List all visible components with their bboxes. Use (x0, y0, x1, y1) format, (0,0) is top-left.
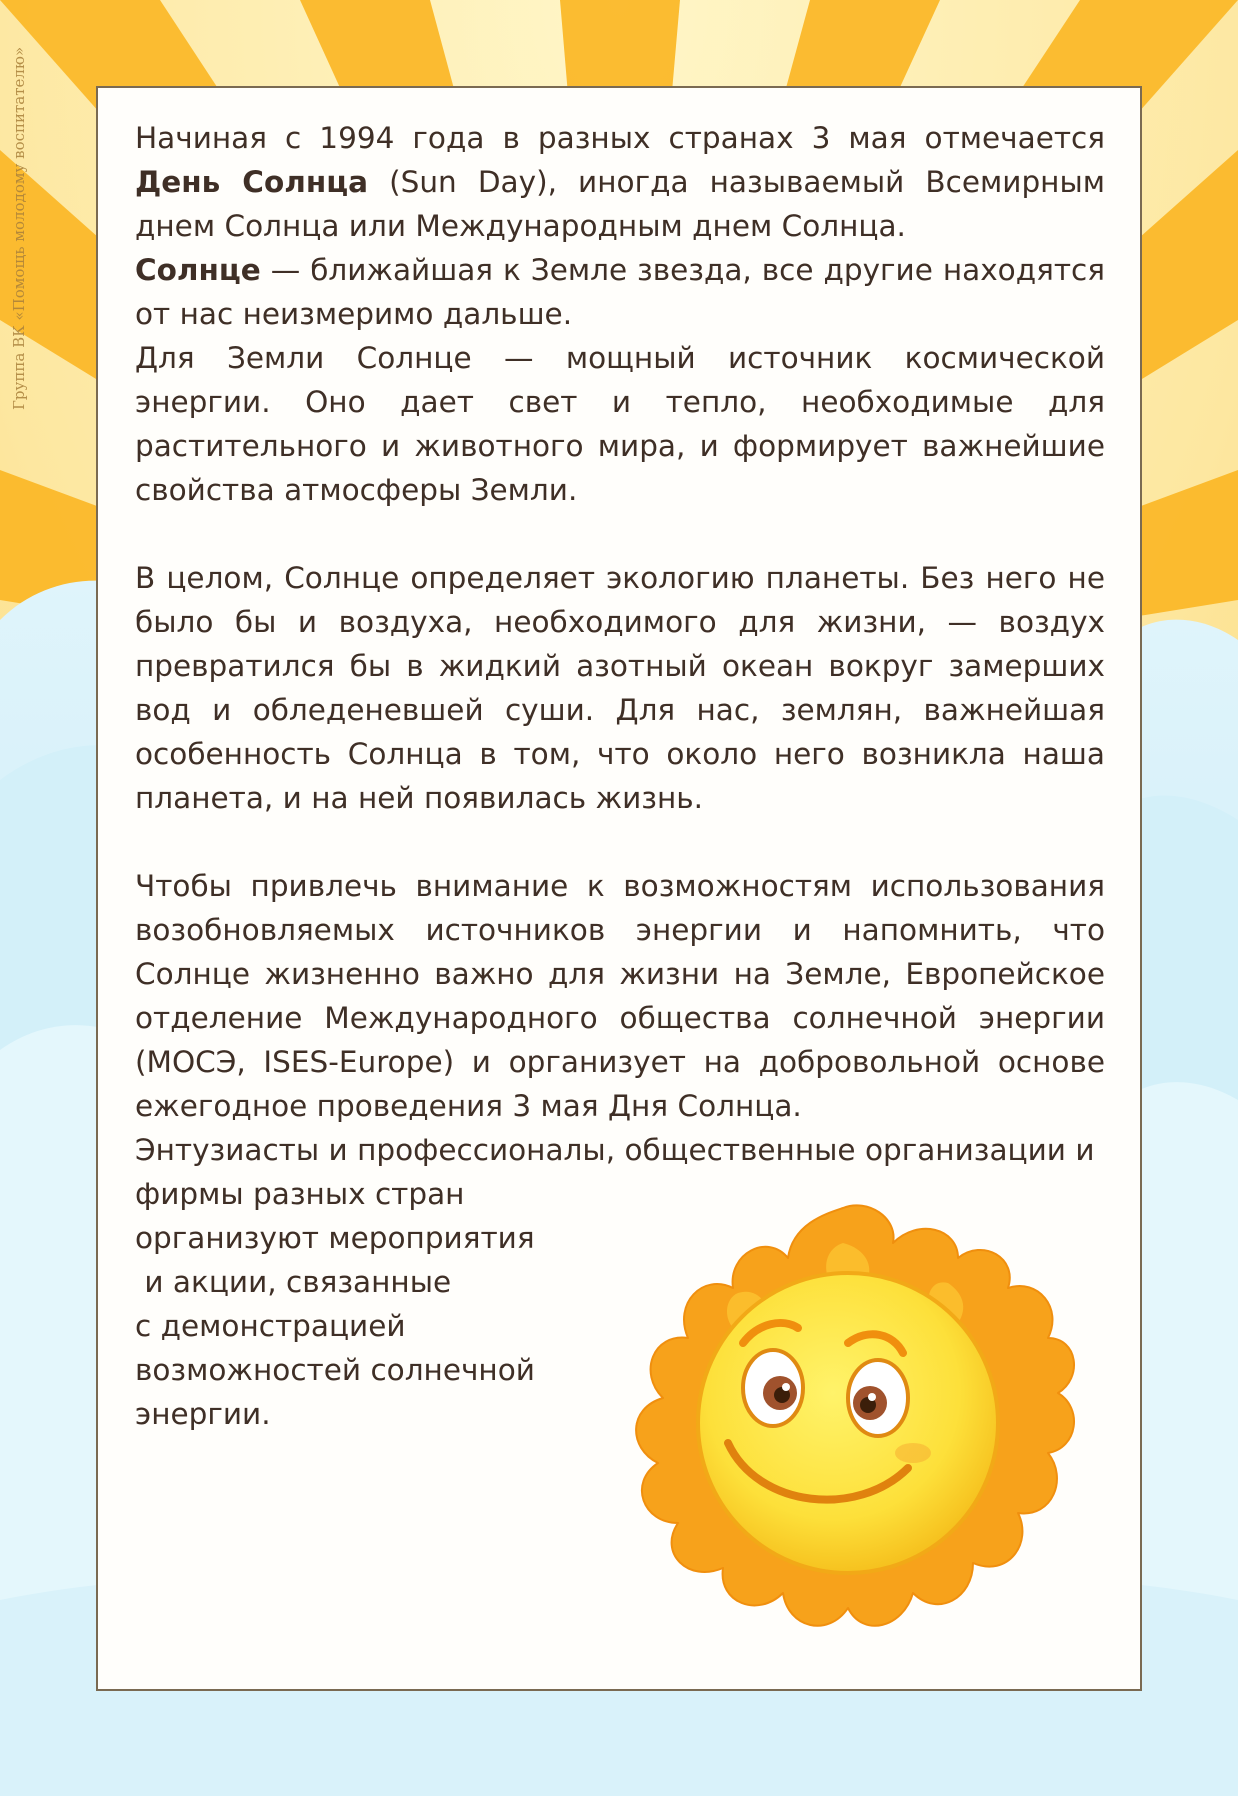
paragraph-1-rest: (Sun Day), иногда называемый Всемирным днем Солнца или Международным днем Солнца. (135, 165, 1106, 243)
paragraph-1-bold: День Солнца (135, 165, 368, 199)
tail-line: энергии. (135, 1397, 271, 1431)
paragraph-2 (135, 248, 1105, 336)
spacer (135, 820, 1105, 864)
paragraph-1-start: Начиная с 1994 года в разных странах 3 мая отмечается (135, 121, 1105, 155)
tail-line: с демонстрацией (135, 1309, 406, 1343)
sun-face (698, 1273, 998, 1573)
paragraph-3: Для Земли Солнце — мощный источник космической энергии. Оно дает свет и тепло, необходимые для растительного и животного мира, и формирует важнейшие свойства атмосферы Земли. (135, 341, 1105, 507)
sun-cheek (895, 1443, 931, 1463)
tail-line: возможностей солнечной (135, 1353, 535, 1387)
paragraph-4: В целом, Солнце определяет экологию планеты. Без него не было бы и воздуха, необходимого для жизни, — воздух превратился бы в жидкий азотный океан вокруг замерших вод и обледеневшей суши. Для нас, землян, важнейшая особенность Солнца в том, что около него возникла наша планета, и на ней появилась жизнь. (135, 561, 1105, 815)
watermark-text: Группа ВК «Помощь молодому воспитателю» (10, 46, 28, 410)
paragraph-2-rest: — ближайшая к Земле звезда, все другие находятся от нас неизмеримо дальше. (135, 253, 1105, 331)
paragraph-5: Чтобы привлечь внимание к возможностям использования возобновляемых источников энергии и напомнить, что Солнце жизненно важно для жизни на Земле, Европейское отделение Международного общества солнечной энергии (МОСЭ, ISES-Europe) и организует на добровольной основе ежегодное проведения 3 мая Дня Солнца. (135, 869, 1105, 1123)
tail-line: и акции, связанные (135, 1265, 452, 1299)
paragraph-1 (135, 116, 1105, 248)
tail-line: организуют мероприятия (135, 1221, 535, 1255)
paragraph-2-bold: Солнце (135, 253, 261, 287)
paragraph-6: Энтузиасты и профессионалы, общественные организации и (135, 1133, 1095, 1167)
tail-line: фирмы разных стран (135, 1177, 465, 1211)
spacer (135, 512, 1105, 556)
content-card (96, 86, 1142, 1691)
smiling-sun-icon (608, 1188, 1078, 1668)
